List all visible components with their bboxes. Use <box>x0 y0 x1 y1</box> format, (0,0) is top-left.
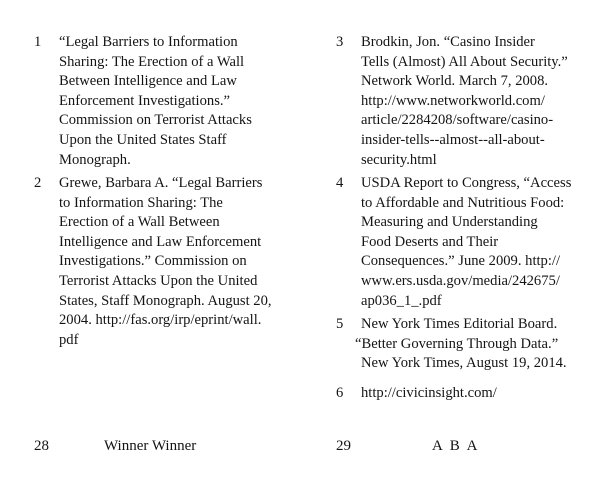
footnote-line: New York Times Editorial Board. <box>361 316 558 332</box>
footnote-line: to Affordable and Nutritious Food: <box>361 194 565 211</box>
footnote-line: Consequences.” June 2009. http:// <box>361 253 561 270</box>
footnote-link[interactable]: ap036_1_.pdf <box>361 292 442 309</box>
running-head: Winner Winner <box>104 438 197 454</box>
page-number: 29 <box>336 438 351 454</box>
footnote-text <box>59 174 294 350</box>
footnote-text <box>355 315 596 374</box>
footnote-link[interactable]: http://civicinsight.com/ <box>361 385 497 401</box>
footnote-line: Between Intelligence and Law <box>59 73 237 90</box>
footnote-number: 5 <box>336 316 344 332</box>
footnote-number: 3 <box>336 34 344 50</box>
footnote-link[interactable]: security.html <box>361 151 437 168</box>
running-head: A B A <box>432 438 480 454</box>
footnote-number: 4 <box>336 175 344 191</box>
footnote-line: Sharing: The Erection of a Wall <box>59 53 245 70</box>
footnote-line: Erection of a Wall Between <box>59 214 220 231</box>
footnote-line: Terrorist Attacks Upon the United <box>59 272 258 289</box>
footnote-text <box>361 174 596 311</box>
footnote-link[interactable]: http://www.networkworld.com/ <box>361 92 545 109</box>
footnote-line: Intelligence and Law Enforcement <box>59 233 262 250</box>
footnote-line: Tells (Almost) All About Security.” <box>361 53 568 70</box>
footnote-number: 1 <box>34 34 42 50</box>
footnote-line: 2004. http://fas.org/irp/eprint/wall. <box>59 312 262 329</box>
footnote-line: Enforcement Investigations.” <box>59 92 231 109</box>
footnote-line: Food Deserts and Their <box>361 233 499 250</box>
footnote-text <box>59 33 294 170</box>
footnote-link[interactable]: www.ers.usda.gov/media/242675/ <box>361 272 560 289</box>
footnote-line: Upon the United States Staff <box>59 131 227 148</box>
footnote-line: Brodkin, Jon. “Casino Insider <box>361 34 535 50</box>
footnote-number: 2 <box>34 175 42 191</box>
footnote-link[interactable]: article/2284208/software/casino- <box>361 112 554 129</box>
footnote-text <box>361 384 596 404</box>
page-number: 28 <box>34 438 49 454</box>
footnote-line: Monograph. <box>59 151 131 168</box>
footnote-link[interactable]: insider-tells--almost--all-about- <box>361 131 545 148</box>
footnote-line: States, Staff Monograph. August 20, <box>59 292 272 309</box>
footnote-line: Network World. March 7, 2008. <box>361 73 549 90</box>
footnote-line: “Better Governing Through Data.” <box>355 335 559 352</box>
footnote-line: New York Times, August 19, 2014. <box>361 355 567 372</box>
footnote-number: 6 <box>336 385 344 401</box>
footnote-line: Commission on Terrorist Attacks <box>59 112 252 129</box>
footnote-line: Investigations.” Commission on <box>59 253 247 270</box>
footnote-line: to Information Sharing: The <box>59 194 223 211</box>
footnote-text <box>361 33 596 170</box>
footnote-line: USDA Report to Congress, “Access <box>361 175 572 191</box>
footnote-line: Grewe, Barbara A. “Legal Barriers <box>59 175 263 191</box>
footnote-line: “Legal Barriers to Information <box>59 34 238 50</box>
footnote-line: pdf <box>59 331 79 348</box>
footnote-line: Measuring and Understanding <box>361 214 538 231</box>
